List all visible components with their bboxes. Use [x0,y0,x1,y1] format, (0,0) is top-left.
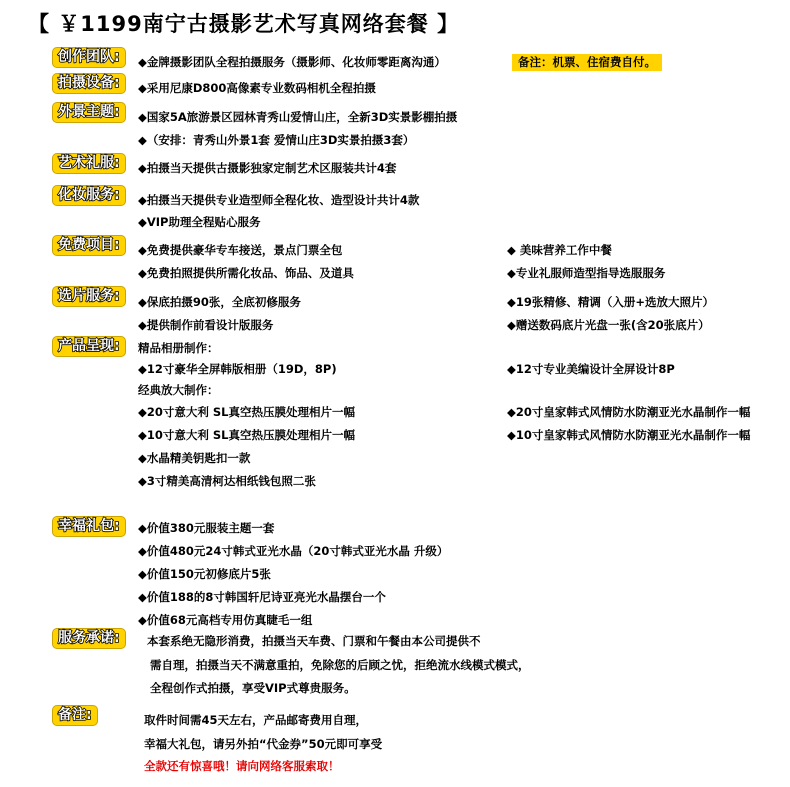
team-line-1: ◆金牌摄影团队全程拍摄服务（摄影师、化妆师零距离沟通） [138,55,446,69]
free-left-2: ◆免费拍照提供所需化妆品、饰品、及道具 [138,266,354,280]
gift-line-4: ◆价值188的8寸韩国轩尼诗亚亮光水晶摆台一个 [138,590,386,604]
makeup-line-1: ◆拍摄当天提供专业造型师全程化妆、造型设计共计4款 [138,193,420,207]
label-product: 产品呈现: [53,337,125,356]
free-right-2: ◆专业礼服师造型指导选服服务 [507,266,666,280]
theme-line-2: ◆（安排：青秀山外景1套 爱情山庄3D实景拍摄3套） [138,133,415,147]
gift-line-3: ◆价值150元初修底片5张 [138,567,271,581]
product-enlarge-left-2: ◆10寸意大利 SL真空热压膜处理相片一幅 [138,428,355,442]
product-item-1: ◆水晶精美钥匙扣一款 [138,451,251,465]
remark-line-1: 取件时间需45天左右，产品邮寄费用自理， [144,713,368,727]
note-badge: 备注：机票、住宿费自付。 [512,54,662,71]
product-album-heading: 精品相册制作： [138,341,219,355]
theme-line-1: ◆国家5A旅游景区园林青秀山爱情山庄，全新3D实景影棚拍摄 [138,110,458,124]
page-title: 【 ￥1199南宁古摄影艺术写真网络套餐 】 [28,12,460,36]
service-line-2: 需自理，拍摄当天不满意重拍，免除您的后顾之忧，拒绝流水线模式模式， [150,658,530,672]
gift-line-2: ◆价值480元24寸韩式亚光水晶（20寸韩式亚光水晶 升级） [138,544,449,558]
selection-right-2: ◆赠送数码底片光盘一张(含20张底片） [507,318,710,332]
makeup-line-2: ◆VIP助理全程贴心服务 [138,215,261,229]
selection-left-2: ◆提供制作前看设计版服务 [138,318,274,332]
gift-line-1: ◆价值380元服装主题一套 [138,521,275,535]
label-equipment: 拍摄设备: [53,74,125,93]
service-line-1: 本套系绝无隐形消费，拍摄当天车费、门票和午餐由本公司提供不 [147,634,481,648]
product-enlarge-right-2: ◆10寸皇家韩式风情防水防潮亚光水晶制作一幅 [507,428,751,442]
label-makeup: 化妆服务: [53,186,125,205]
product-album-left: ◆12寸豪华全屏韩版相册（19D，8P) [138,362,337,376]
equipment-line-1: ◆采用尼康D800高像素专业数码相机全程拍摄 [138,81,376,95]
label-gift: 幸福礼包: [53,517,125,536]
label-team: 创作团队: [53,48,125,67]
product-album-right: ◆12寸专业美编设计全屏设计8P [507,362,675,376]
service-line-3: 全程创作式拍摄，享受VIP式尊贵服务。 [150,681,356,695]
label-selection: 选片服务: [53,287,125,306]
remark-line-3: 全款还有惊喜哦！请向网络客服索取！ [144,759,340,773]
free-left-1: ◆免费提供豪华专车接送，景点门票全包 [138,243,343,257]
label-costume: 艺术礼服: [53,154,125,173]
gift-line-5: ◆价值68元高档专用仿真睫毛一组 [138,613,313,627]
remark-line-2: 幸福大礼包，请另外拍“代金券”50元即可享受 [144,737,383,751]
selection-right-1: ◆19张精修、精调（入册+选放大照片） [507,295,714,309]
product-enlarge-right-1: ◆20寸皇家韩式风情防水防潮亚光水晶制作一幅 [507,405,751,419]
product-enlarge-left-1: ◆20寸意大利 SL真空热压膜处理相片一幅 [138,405,355,419]
selection-left-1: ◆保底拍摄90张，全底初修服务 [138,295,301,309]
label-theme: 外景主题: [53,103,125,122]
costume-line-1: ◆拍摄当天提供古摄影独家定制艺术区服装共计4套 [138,161,397,175]
product-enlarge-heading: 经典放大制作： [138,383,219,397]
label-service: 服务承诺: [53,629,125,648]
label-remark: 备注: [53,706,97,725]
product-item-2: ◆3寸精美高清柯达相纸钱包照二张 [138,474,316,488]
label-free: 免费项目: [53,236,125,255]
free-right-1: ◆ 美味营养工作中餐 [507,243,612,257]
